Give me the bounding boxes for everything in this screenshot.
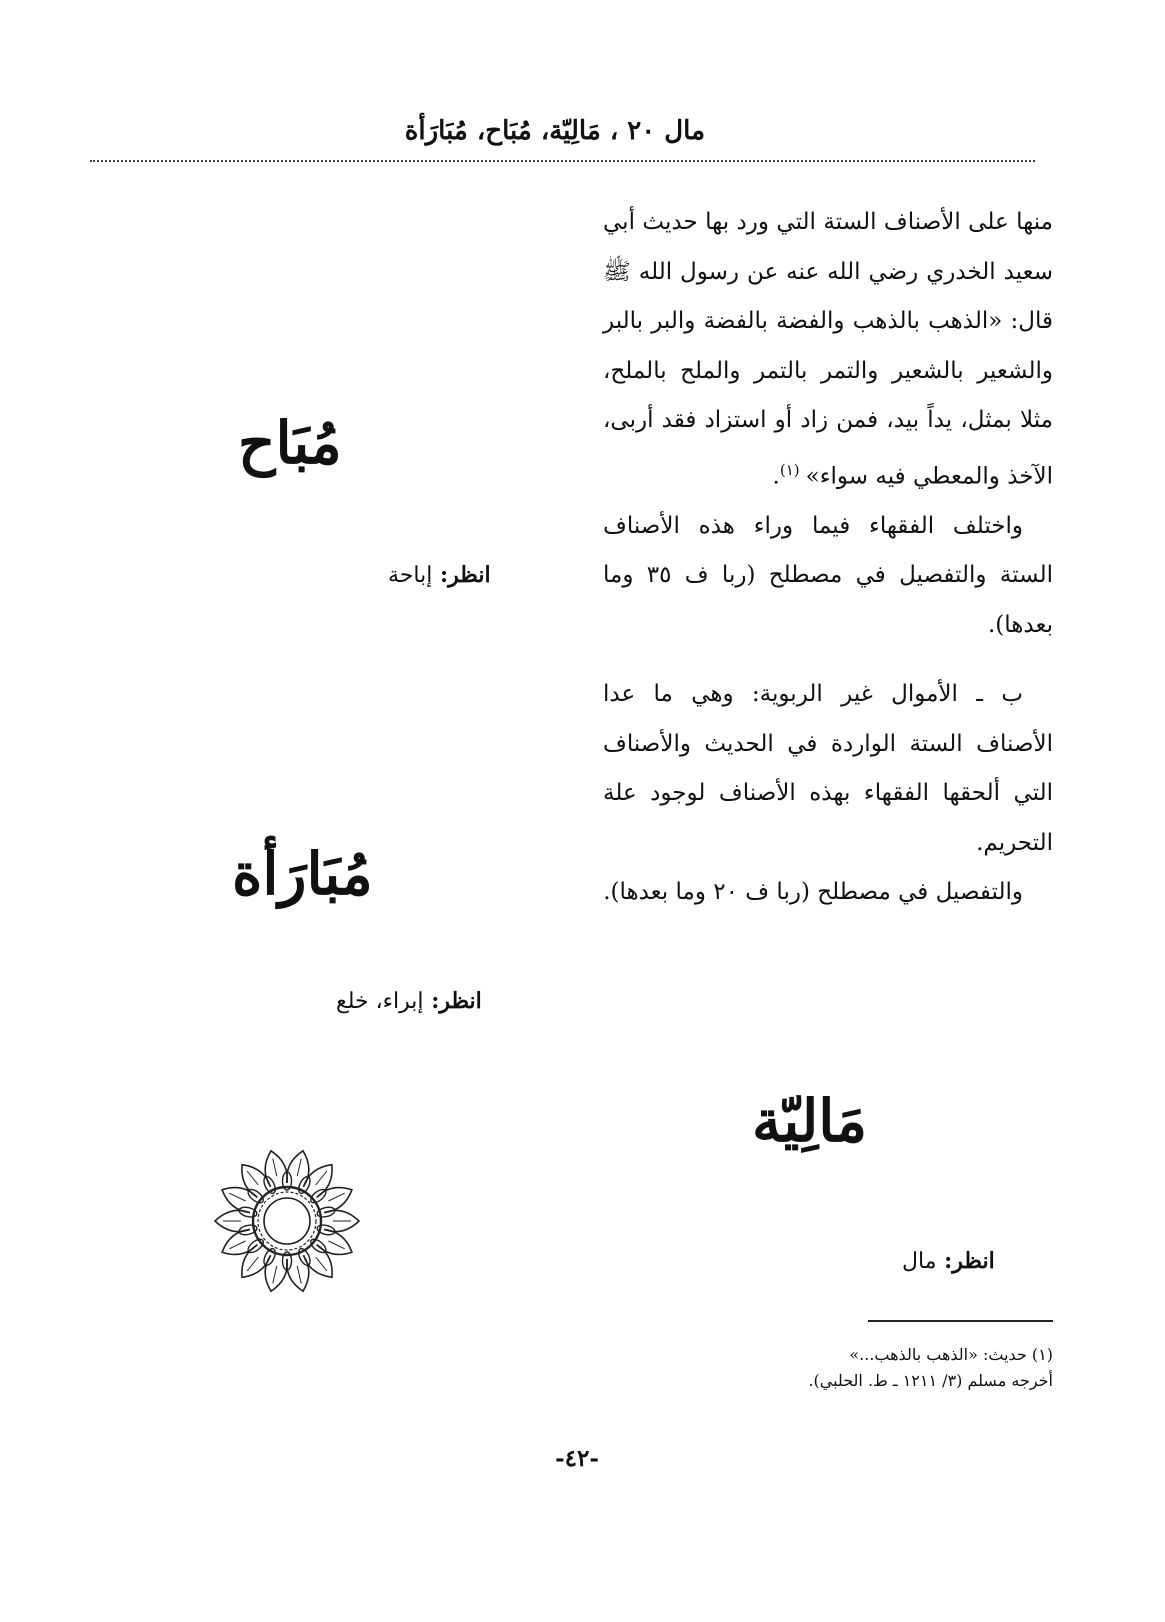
footnote-rule — [868, 1320, 1053, 1322]
rosette-svg — [212, 1146, 362, 1296]
see-also-mubaraah — [336, 988, 482, 1014]
rosette-petal — [242, 1245, 271, 1278]
rosette-petal-vein — [273, 1266, 277, 1284]
decorative-rosette-icon — [212, 1146, 362, 1296]
page-number: -٤٢- — [555, 1445, 599, 1472]
see-value: إبراء، خلع — [336, 989, 424, 1014]
running-header — [90, 108, 1035, 168]
rosette-petal — [304, 1245, 333, 1278]
see-also-mubah — [388, 562, 491, 588]
rosette-petal-vein — [328, 1241, 344, 1249]
see-label: انظر: — [440, 562, 491, 588]
rosette-petal — [265, 1151, 287, 1187]
rosette-petal — [242, 1165, 271, 1198]
header-dotted-rule — [90, 160, 1035, 162]
rosette-petal-vein — [247, 1171, 258, 1185]
rosette-petal-vein — [229, 1193, 245, 1201]
entry-title-maliyya: مَالِيّة — [752, 1087, 868, 1155]
paragraph-non-ribawi: ب ـ الأموال غير الربوية: وهي ما عدا الأصناف الستة الواردة في الحديث والأصناف التي ألحقها الفقهاء بهذه الأصناف لوجود علة التحريم. — [603, 681, 1053, 856]
footnote-line-2: أخرجه مسلم (٣/ ١٢١١ ـ ط. الحلبي). — [808, 1371, 1053, 1390]
rosette-petal-vein — [328, 1193, 344, 1201]
rosette-petal-vein — [297, 1159, 301, 1177]
rosette-petal-vein — [247, 1257, 258, 1271]
rosette-inner-ring — [264, 1198, 310, 1244]
paragraph-disagreement: واختلف الفقهاء فيما وراء هذه الأصناف الستة والتفصيل في مصطلح (ربا ف ٣٥ وما بعدها). — [603, 512, 1053, 638]
footnote-line-1: (١) حديث: «الذهب بالذهب...» — [849, 1345, 1053, 1364]
see-label: انظر: — [431, 988, 482, 1014]
rosette-petal-vein — [273, 1159, 277, 1177]
see-label: انظر: — [944, 1248, 995, 1274]
paragraph-details: والتفصيل في مصطلح (ربا ف ٢٠ وما بعدها). — [603, 879, 1023, 906]
rosette-petal-vein — [316, 1171, 327, 1185]
footnotes-section — [733, 1320, 1053, 1394]
rosette-petal — [304, 1165, 333, 1198]
see-value: إباحة — [388, 563, 433, 588]
footnote-marker: (١) — [779, 460, 800, 479]
see-value: مال — [902, 1249, 937, 1274]
rosette-petal-vein — [316, 1257, 327, 1271]
main-text-column — [603, 198, 1053, 918]
rosette-petal-vein — [229, 1241, 245, 1249]
header-title: مال ٢٠ ، مَالِيّة، مُبَاح، مُبَارَأة — [404, 116, 705, 146]
paragraph-hadith-text: منها على الأصناف الستة التي ورد بها حديث أبي سعيد الخدري رضي الله عنه عن رسول الله ﷺ قال: «الذهب بالذهب والفضة بالفضة والبر بالبر والشعير بالشعير والتمر بالتمر والملح بالملح، مثلا بمثل، يداً بيد، فمن زاد أو استزاد فقد أربى، الآخذ والمعطي فيه سواء» — [603, 209, 1053, 490]
rosette-petal — [287, 1255, 309, 1291]
rosette-petal-vein — [297, 1266, 301, 1284]
paragraph-hadith: منها على الأصناف الستة التي ورد بها حديث أبي سعيد الخدري رضي الله عنه عن رسول الله ﷺ قال: «الذهب بالذهب والفضة بالفضة والبر بالبر والشعير بالشعير والتمر بالتمر والملح بالملح، مثلا بمثل، يداً بيد، فمن زاد أو استزاد فقد أربى، الآخذ والمعطي فيه سواء»$^{(١)}$. — [603, 209, 1053, 490]
see-also-maliyya — [902, 1248, 995, 1274]
entry-title-mubaraah: مُبَارَأة — [232, 840, 373, 908]
entry-title-mubah: مُبَاح — [238, 409, 342, 477]
